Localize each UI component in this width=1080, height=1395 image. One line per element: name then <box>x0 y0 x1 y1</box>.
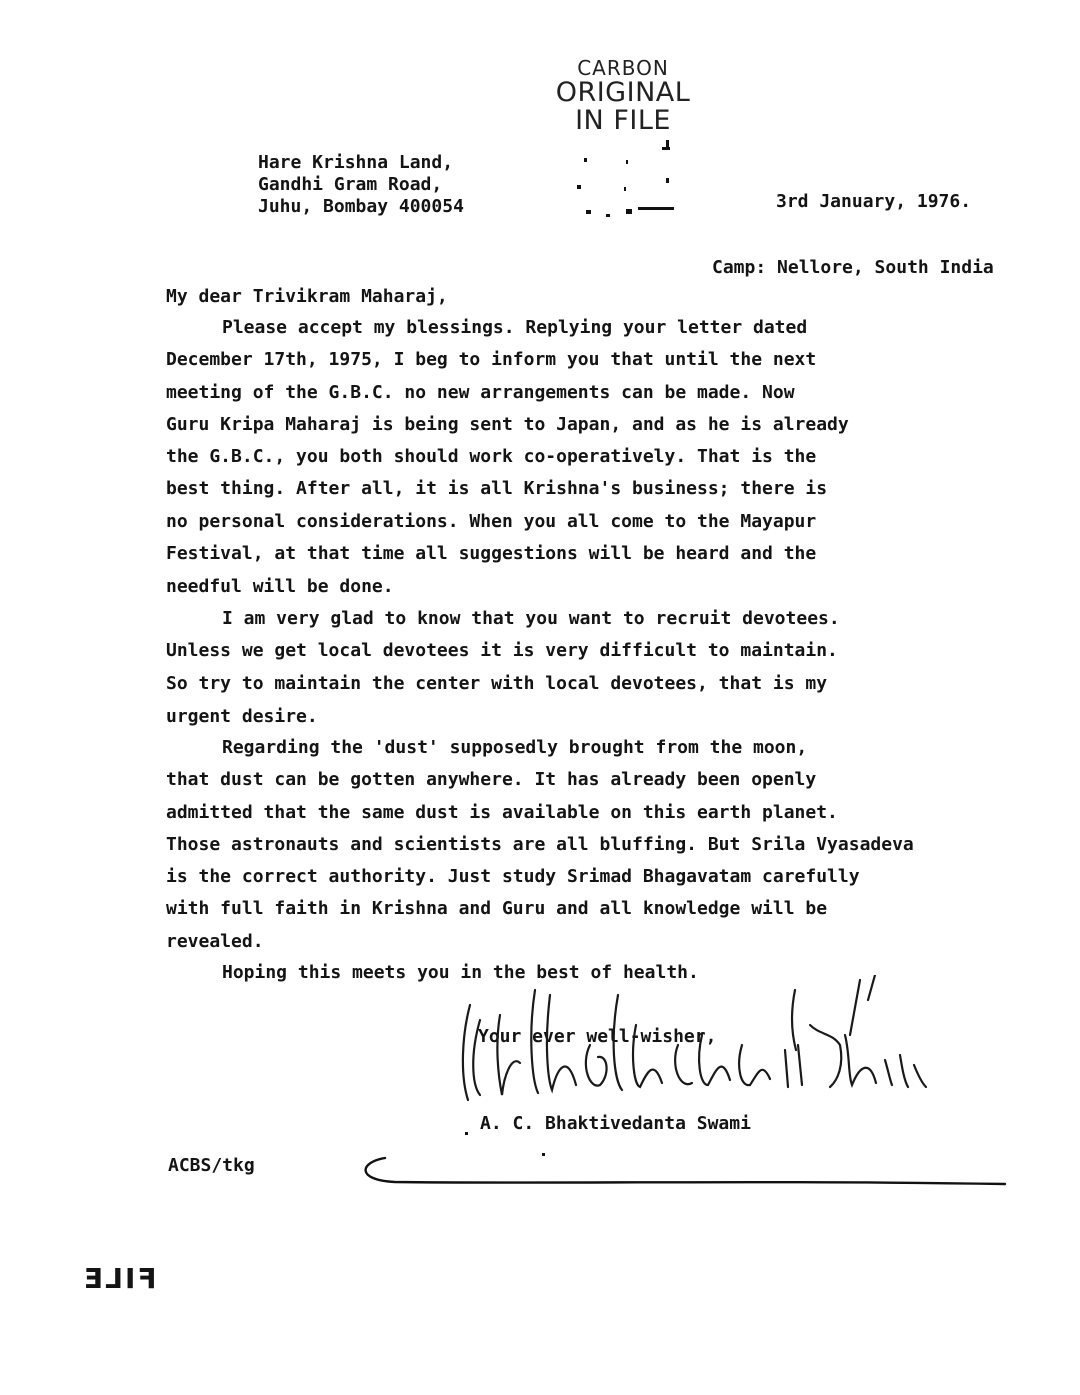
body-line: Please accept my blessings. Replying your letter dated <box>222 317 808 338</box>
body-line: admitted that the same dust is available on this earth planet. <box>166 802 838 823</box>
stamp-line-1: CARBON <box>577 56 669 80</box>
body-line: I am very glad to know that you want to recruit devotees. <box>222 608 840 629</box>
body-line: with full faith in Krishna and Guru and all knowledge will be <box>166 898 828 919</box>
body-line: the G.B.C., you both should work co-operatively. That is the <box>166 446 817 467</box>
body-line: Those astronauts and scientists are all bluffing. But Srila Vyasadeva <box>166 834 914 855</box>
body-line: So try to maintain the center with local devotees, that is my <box>166 673 828 694</box>
salutation: My dear Trivikram Maharaj, <box>166 286 448 307</box>
address-line: Hare Krishna Land, <box>258 152 454 173</box>
date-block <box>712 147 994 323</box>
body-line: Regarding the 'dust' supposedly brought from the moon, <box>222 737 808 758</box>
address-line: Juhu, Bombay 400054 <box>258 196 464 217</box>
body-line: best thing. After all, it is all Krishna's business; there is <box>166 478 828 499</box>
closing: Your ever well-wisher, <box>478 1026 717 1047</box>
stamp-line-3: IN FILE <box>575 105 671 137</box>
body-line: meeting of the G.B.C. no new arrangements can be made. Now <box>166 382 795 403</box>
stamp-line-2: ORIGINAL <box>555 77 691 108</box>
body-line: needful will be done. <box>166 576 394 597</box>
recipient-address <box>258 152 464 218</box>
letter-date: 3rd January, 1976. <box>776 191 972 212</box>
body-line: that dust can be gotten anywhere. It has already been openly <box>166 769 817 790</box>
carbon-original-stamp <box>548 58 698 136</box>
body-line: urgent desire. <box>166 706 318 727</box>
signature-flourish <box>355 1150 1015 1200</box>
body-line: December 17th, 1975, I beg to inform you that until the next <box>166 349 817 370</box>
handwritten-signature <box>440 975 1000 1135</box>
body-line: is the correct authority. Just study Srimad Bhagavatam carefully <box>166 866 860 887</box>
camp-location: Camp: Nellore, South India <box>712 257 994 278</box>
address-line: Gandhi Gram Road, <box>258 174 443 195</box>
signature-name: A. C. Bhaktivedanta Swami <box>480 1113 751 1134</box>
body-line: Guru Kripa Maharaj is being sent to Japan, and as he is already <box>166 414 849 435</box>
body-line: Festival, at that time all suggestions will be heard and the <box>166 543 817 564</box>
reference-initials: ACBS/tkg <box>168 1155 255 1176</box>
body-line: no personal considerations. When you all come to the Mayapur <box>166 511 817 532</box>
body-line: revealed. <box>166 931 264 952</box>
body-line: Hoping this meets you in the best of health. <box>222 962 699 983</box>
file-mark: FILE <box>82 1262 157 1295</box>
body-line: Unless we get local devotees it is very difficult to maintain. <box>166 640 838 661</box>
